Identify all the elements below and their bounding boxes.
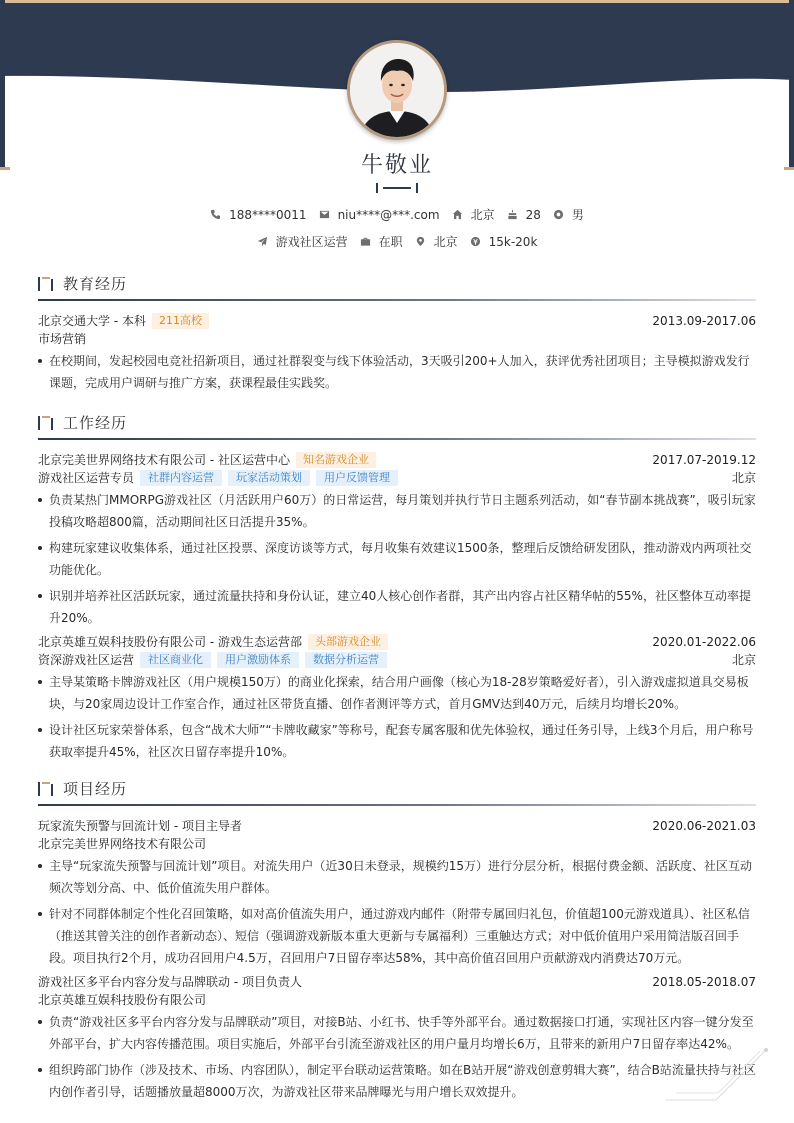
section-title-icon [38, 277, 56, 291]
section-title: 工作经历 [63, 414, 128, 432]
school-tag: 211高校 [152, 313, 209, 329]
person-photo-icon [350, 43, 444, 137]
job-status-info: 在职 [360, 233, 403, 250]
target-position-info: 游戏社区运营 [257, 233, 348, 250]
date-range: 2020.06-2021.03 [652, 819, 756, 833]
date-range: 2017.07-2019.12 [652, 453, 756, 467]
project-name-role: 玩家流失预警与回流计划 - 项目主导者 [38, 819, 242, 833]
project-company: 北京英雄互娱科技股份有限公司 [38, 993, 207, 1007]
salary-info: 15k-20k [470, 235, 538, 249]
mail-icon [319, 209, 330, 220]
major: 市场营销 [38, 332, 87, 346]
list-item: 负责“游戏社区多平台内容分发与品牌联动”项目，对接B站、小红书、快手等外部平台。通过数据接口打通，实现社区内容一键分发至外部平台，扩大内容传播范围。项目实施后，外部平台引流至游戏社区的用户量月均增长6万，且带来的新用户7日留存率达42%。 [38, 1011, 756, 1055]
skill-tag: 数据分析运营 [305, 652, 387, 668]
name-divider [376, 183, 418, 193]
date-range: 2013.09-2017.06 [652, 314, 756, 328]
gender-icon [553, 209, 564, 220]
work-entry [38, 451, 756, 629]
job-role: 资深游戏社区运营 [38, 653, 135, 667]
phone-info: 188****0011 [210, 208, 306, 222]
section-divider [38, 438, 756, 440]
section-title-icon [38, 782, 56, 796]
list-item: 构建玩家建议收集体系，通过社区投票、深度访谈等方式，每月收集有效建议1500条，整理后反馈给研发团队，推动游戏内两项社交功能优化。 [38, 537, 756, 581]
list-item: 主导某策略卡牌游戏社区（用户规模150万）的商业化探索，结合用户画像（核心为18-28岁策略爱好者），引入游戏虚拟道具交易板块，与20家周边设计工作室合作，通过社区带货直播、创作者测评等方式，首月GMV达到40万元，后续月均增长20%。 [38, 671, 756, 715]
job-intent-row [0, 233, 794, 250]
work-entry [38, 633, 756, 763]
section-title: 项目经历 [63, 780, 128, 798]
project-entry [38, 973, 756, 1103]
list-item: 识别并培养社区活跃玩家，通过流量扶持和身份认证，建立40人核心创作者群，其产出内容占社区精华帖的55%，社区整体互动率提升20%。 [38, 585, 756, 629]
briefcase-icon [360, 236, 371, 247]
company-tag: 头部游戏企业 [308, 634, 388, 650]
list-item: 针对不同群体制定个性化召回策略，如对高价值流失用户，通过游戏内邮件（附带专属回归礼包，价值超100元游戏道具）、社区私信（推送其曾关注的创作者新动态）、短信（强调游戏新版本重大更新与专属福利）三重触达方式；对中低价值用户采用简洁版召回手段。项目执行2个月，成功召回用户4.5万，召回用户7日留存率达58%，其中高价值召回用户贡献游戏内消费达70万元。 [38, 903, 756, 969]
section-divider [38, 299, 756, 301]
age-info: 28 [507, 208, 541, 222]
work-city: 北京 [731, 653, 756, 667]
list-item: 在校期间，发起校园电竞社招新项目，通过社群裂变与线下体验活动，3天吸引200+人加入，获评优秀社团项目；主导模拟游戏发行课题，完成用户调研与推广方案，获课程最佳实践奖。 [38, 350, 756, 394]
cake-icon [507, 209, 518, 220]
company-tag: 知名游戏企业 [296, 452, 376, 468]
residence-info: 北京 [452, 206, 495, 223]
corner-decoration [656, 1045, 776, 1105]
list-item: 主导“玩家流失预警与回流计划”项目。对流失用户（近30日未登录，规模约15万）进行分层分析，根据付费金额、活跃度、社区互动频次等划分高、中、低价值流失用户群体。 [38, 855, 756, 899]
project-company: 北京完美世界网络技术有限公司 [38, 837, 207, 851]
home-icon [452, 209, 463, 220]
date-range: 2020.01-2022.06 [652, 635, 756, 649]
gender-info: 男 [553, 206, 584, 223]
work-city: 北京 [731, 471, 756, 485]
skill-tag: 用户激励体系 [217, 652, 299, 668]
section-divider [38, 804, 756, 806]
right-side-bar [789, 0, 794, 170]
section-title: 教育经历 [63, 275, 128, 293]
education-entry [38, 312, 756, 394]
phone-icon [210, 209, 221, 220]
contact-info-row [0, 206, 794, 223]
work-section [38, 409, 756, 767]
company-department: 北京完美世界网络技术有限公司 - 社区运营中心 [38, 453, 290, 467]
money-icon [470, 236, 481, 247]
candidate-name: 牛敬业 [360, 153, 433, 178]
education-section [38, 270, 756, 398]
send-icon [257, 236, 268, 247]
location-pin-icon [415, 236, 426, 247]
left-side-bar [0, 0, 5, 170]
skill-tag: 用户反馈管理 [316, 470, 398, 486]
skill-tag: 社群内容运营 [140, 470, 222, 486]
school-degree: 北京交通大学 - 本科 [38, 314, 146, 328]
section-title-icon [38, 416, 56, 430]
skill-tag: 玩家活动策划 [228, 470, 310, 486]
project-section [38, 775, 756, 1107]
list-item: 组织跨部门协作（涉及技术、市场、内容团队），制定平台联动运营策略。如在B站开展“游戏创意剪辑大赛”，结合B站流量扶持与社区内创作者引导，话题播放量超8000万次，为游戏社区带来品牌曝光与用户增长双效提升。 [38, 1059, 756, 1103]
target-city-info: 北京 [415, 233, 458, 250]
project-entry [38, 817, 756, 969]
project-name-role: 游戏社区多平台内容分发与品牌联动 - 项目负责人 [38, 975, 302, 989]
list-item: 设计社区玩家荣誉体系，包含“战术大师”“卡牌收藏家”等称号，配套专属客服和优先体验权，通过任务引导，上线3个月后，用户称号获取率提升45%，社区次日留存率提升10%。 [38, 719, 756, 763]
list-item: 负责某热门MMORPG游戏社区（月活跃用户60万）的日常运营，每月策划并执行节日主题系列活动，如“春节副本挑战赛”，吸引玩家投稿攻略超800篇，活动期间社区日活提升35%。 [38, 489, 756, 533]
email-info: niu****@***.com [319, 208, 440, 222]
date-range: 2018.05-2018.07 [652, 975, 756, 989]
avatar [347, 40, 447, 140]
job-role: 游戏社区运营专员 [38, 471, 135, 485]
skill-tag: 社区商业化 [140, 652, 211, 668]
company-department: 北京英雄互娱科技股份有限公司 - 游戏生态运营部 [38, 635, 302, 649]
